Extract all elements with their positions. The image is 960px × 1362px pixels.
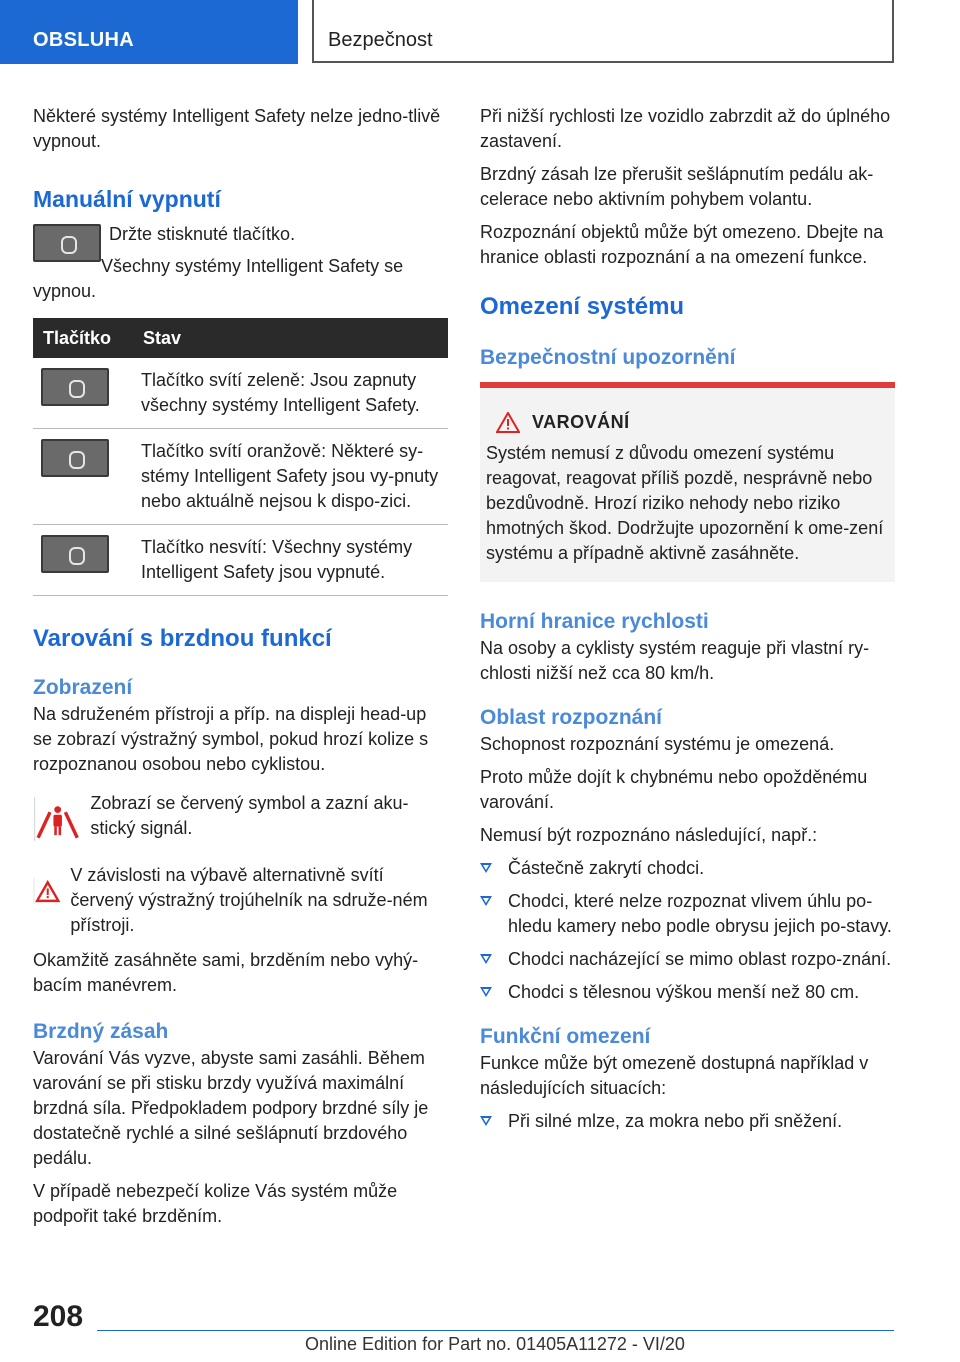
table-row: [33, 525, 448, 596]
brake-intervention-p2: V případě nebezpečí kolize Vás systém může podpořit také brzděním.: [33, 1181, 398, 1226]
left-column: [33, 104, 448, 1237]
bullet-triangle-icon: [480, 954, 492, 964]
manual-heading: Manuální vypnutí: [33, 186, 221, 212]
list-item: Chodci nacházející se mimo oblast rozpo-znání.: [480, 947, 895, 972]
list-item: Chodci s tělesnou výškou menší než 80 cm.: [480, 980, 895, 1005]
table-header-status: Stav: [133, 318, 448, 358]
function-limits-list: [480, 1109, 895, 1134]
warning-title: VAROVÁNÍ: [532, 412, 630, 432]
brake-warning-heading: Varování s brzdnou funkcí: [33, 625, 332, 652]
warning-box: [480, 382, 895, 582]
detection-area-p1: Schopnost rozpoznání systému je omezená.: [480, 734, 835, 754]
header-topic-box: [312, 0, 894, 63]
header-section-label: OBSLUHA: [33, 29, 134, 51]
right-p1: Při nižší rychlosti lze vozidlo zabrzdit až do úplného zastavení.: [480, 106, 891, 151]
manual-p2: Všechny systémy Intelligent Safety se vypnou.: [33, 256, 404, 301]
list-item: Při silné mlze, za mokra nebo při sněžení.: [480, 1109, 895, 1134]
bullet-triangle-icon: [480, 863, 492, 873]
function-limits-heading: Funkční omezení: [480, 1025, 651, 1048]
warning-triangle-icon: [496, 412, 520, 433]
detection-area-p3: Nemusí být rozpoznáno následující, např.:: [480, 825, 818, 845]
table-row: [33, 429, 448, 525]
button-off-icon: [41, 535, 109, 573]
function-limits-text: Funkce může být omezeně dostupná například v následujících situacích:: [480, 1053, 869, 1098]
status-table: [33, 318, 448, 596]
bullet-triangle-icon: [480, 896, 492, 906]
intro-text: Některé systémy Intelligent Safety nelze jedno-tlivě vypnout.: [33, 106, 441, 151]
header-topic-label: Bezpečnost: [328, 29, 433, 51]
button-orange-icon: [41, 439, 109, 477]
bullet-triangle-icon: [480, 1116, 492, 1126]
bullet-triangle-icon: [480, 987, 492, 997]
table-cell: Tlačítko svítí oranžově: Některé sy-stémy Intelligent Safety jsou vy-pnuty nebo aktuálně nejsou k dispo-zici.: [133, 429, 448, 525]
detection-area-list: [480, 856, 895, 1005]
detection-area-heading: Oblast rozpoznání: [480, 706, 663, 729]
page-number: 208: [33, 1300, 84, 1333]
symbol1-text: Zobrazí se červený symbol a zazní aku-stický signál.: [90, 793, 409, 838]
action-text: Okamžitě zasáhněte sami, brzděním nebo vyhý-bacím manévrem.: [33, 950, 419, 995]
detection-area-p2: Proto může dojít k chybnému nebo opožděnému varování.: [480, 767, 868, 812]
table-cell: Tlačítko nesvítí: Všechny systémy Intelligent Safety jsou vypnuté.: [133, 525, 448, 596]
symbol2-text: V závislosti na výbavě alternativně svítí červený výstražný trojúhelník na sdruže-ném přístroji.: [70, 865, 428, 935]
display-text: Na sdruženém přístroji a příp. na displeji head-up se zobrazí výstražný symbol, pokud hrozí kolize s rozpoznanou osobou nebo cyklistou.: [33, 704, 429, 774]
list-item: Chodci, které nelze rozpoznat vlivem úhlu po-hledu kamery nebo podle obrysu jejich po-stavy.: [480, 889, 895, 939]
brake-intervention-p1: Varování Vás vyzve, abyste sami zasáhli. Během varování se při stisku brzdy využívá maximální brzdná síla. Předpokladem podpory brzdné síly je dostatečně rychlé a silné sešlápnutí brzdového pedálu.: [33, 1048, 429, 1168]
manual-p1: Držte stisknuté tlačítko.: [109, 224, 296, 244]
safety-notice-heading: Bezpečnostní upozornění: [480, 346, 736, 369]
button-green-icon: [41, 368, 109, 406]
display-heading: Zobrazení: [33, 676, 133, 699]
table-cell: Tlačítko svítí zeleně: Jsou zapnuty všechny systémy Intelligent Safety.: [133, 358, 448, 429]
header-section-tab: [0, 0, 298, 64]
speed-limit-heading: Horní hranice rychlosti: [480, 610, 709, 633]
footer-divider: [97, 1330, 894, 1331]
system-limits-heading: Omezení systému: [480, 293, 685, 320]
speed-limit-text: Na osoby a cyklisty systém reaguje při vlastní ry-chlosti nižší než cca 80 km/h.: [480, 638, 870, 683]
right-p2: Brzdný zásah lze přerušit sešlápnutím pedálu ak-celerace nebo aktivním pohybem volantu.: [480, 164, 874, 209]
table-header-button: Tlačítko: [33, 318, 133, 358]
warning-text: Systém nemusí z důvodu omezení systému reagovat, reagovat příliš pozdě, nesprávně nebo bezdůvodně. Hrozí riziko nehody nebo riziko hmotných škod. Dodržujte upozornění k ome-zení systému a případně aktivně zasáhněte.: [486, 443, 884, 563]
footer-edition: Online Edition for Part no. 01405A11272 - VI/20: [305, 1334, 685, 1354]
list-item: Částečně zakrytí chodci.: [480, 856, 895, 881]
pedestrian-warning-icon: [33, 791, 82, 847]
right-p3: Rozpoznání objektů může být omezeno. Dbejte na hranice oblasti rozpoznání a na omezení funkce.: [480, 222, 884, 267]
brake-intervention-heading: Brzdný zásah: [33, 1020, 169, 1043]
right-column: [480, 104, 895, 1142]
intelligent-safety-button-icon: [33, 224, 101, 262]
table-row: [33, 358, 448, 429]
warning-triangle-icon: [33, 863, 62, 919]
